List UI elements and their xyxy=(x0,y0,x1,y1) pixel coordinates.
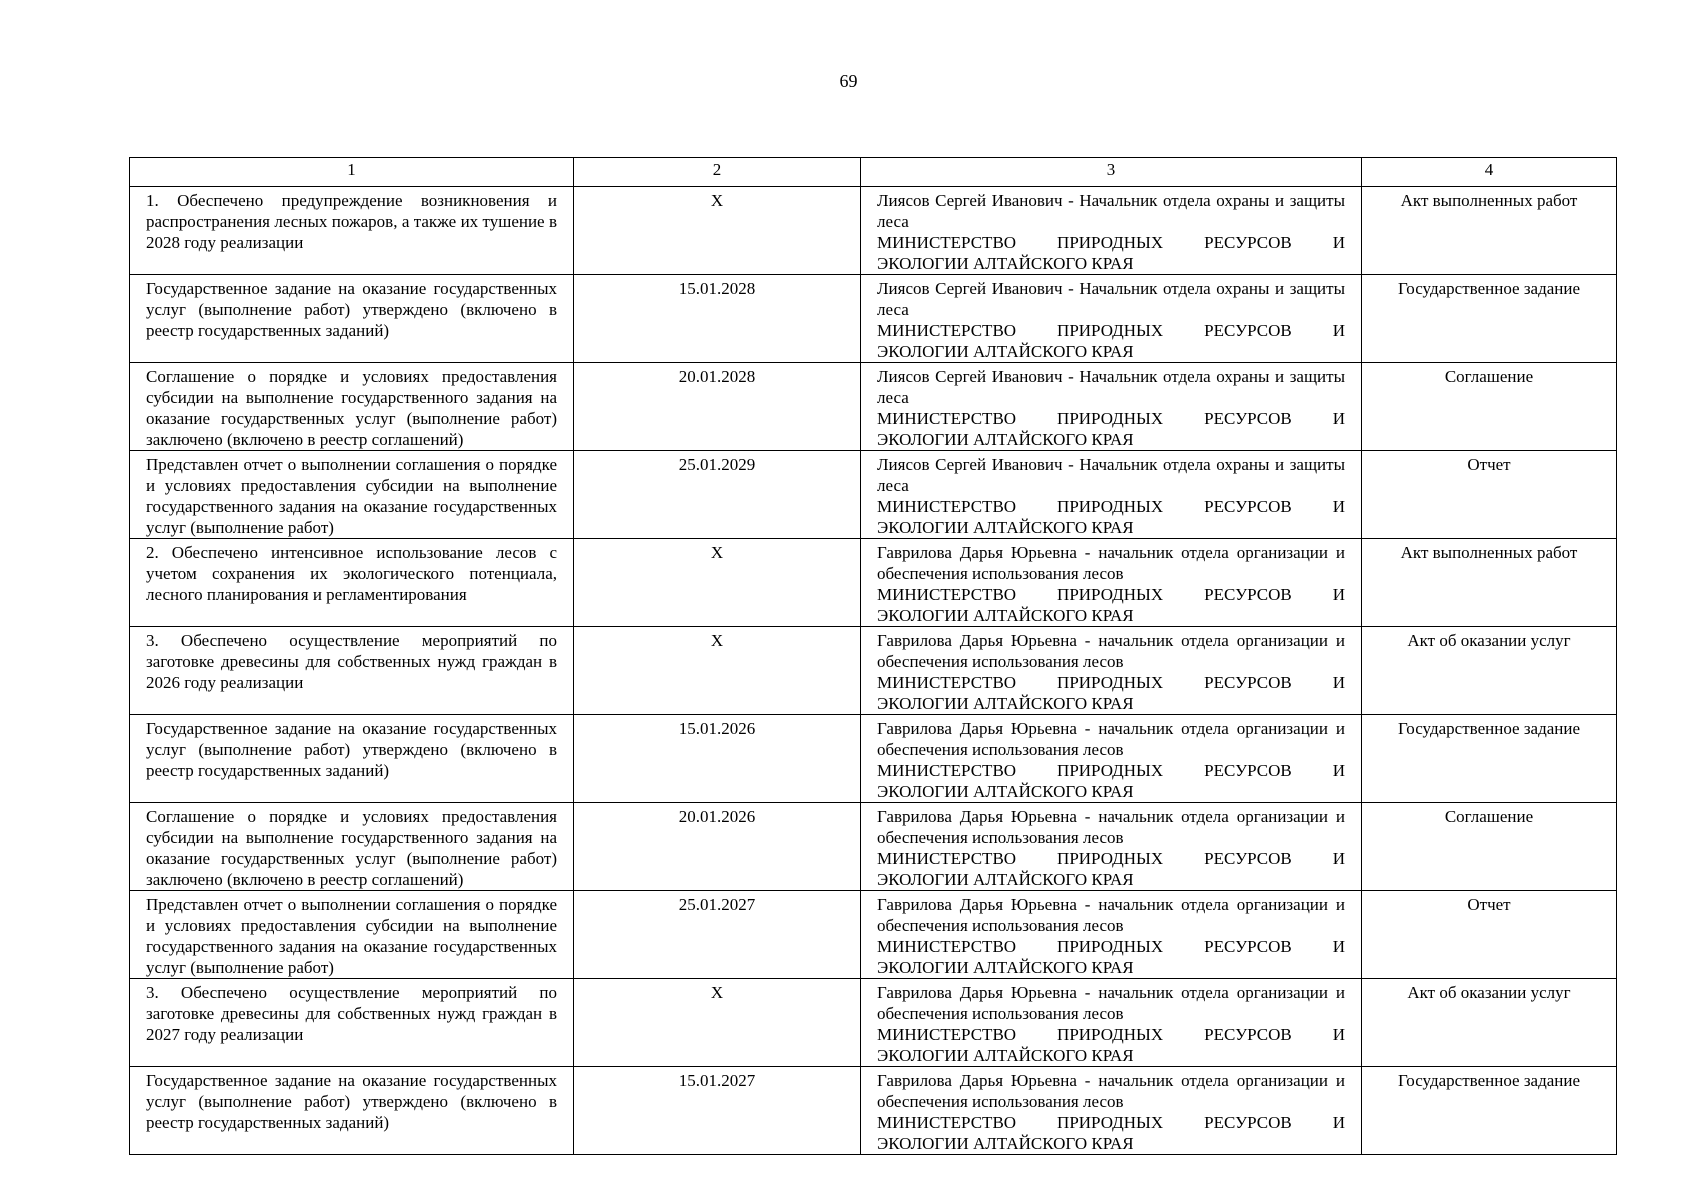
document-cell: Соглашение xyxy=(1362,803,1617,891)
date-cell: X xyxy=(574,187,861,275)
organization-line-2: ЭКОЛОГИИ АЛТАЙСКОГО КРАЯ xyxy=(877,518,1134,537)
document-cell: Государственное задание xyxy=(1362,1067,1617,1155)
event-cell: 3. Обеспечено осуществление мероприятий по заготовке древесины для собственных нужд граждан в 2026 году реализации xyxy=(130,627,574,715)
column-header: 3 xyxy=(861,158,1362,187)
responsible-cell xyxy=(861,363,1362,451)
date-cell: X xyxy=(574,539,861,627)
date-cell: 25.01.2027 xyxy=(574,891,861,979)
table-row xyxy=(130,891,1617,979)
organization-line-2: ЭКОЛОГИИ АЛТАЙСКОГО КРАЯ xyxy=(877,606,1134,625)
organization-line-2: ЭКОЛОГИИ АЛТАЙСКОГО КРАЯ xyxy=(877,1046,1134,1065)
event-cell: 1. Обеспечено предупреждение возникновения и распространения лесных пожаров, а также их тушение в 2028 году реализации xyxy=(130,187,574,275)
document-cell: Соглашение xyxy=(1362,363,1617,451)
date-cell: 20.01.2028 xyxy=(574,363,861,451)
organization-line-1: МИНИСТЕРСТВО ПРИРОДНЫХ РЕСУРСОВ И xyxy=(877,233,1345,252)
responsible-organization xyxy=(877,496,1345,538)
organization-line-2: ЭКОЛОГИИ АЛТАЙСКОГО КРАЯ xyxy=(877,430,1134,449)
organization-line-1: МИНИСТЕРСТВО ПРИРОДНЫХ РЕСУРСОВ И xyxy=(877,1025,1345,1044)
document-cell: Акт выполненных работ xyxy=(1362,539,1617,627)
organization-line-1: МИНИСТЕРСТВО ПРИРОДНЫХ РЕСУРСОВ И xyxy=(877,673,1345,692)
responsible-organization xyxy=(877,320,1345,362)
table-row xyxy=(130,363,1617,451)
organization-line-1: МИНИСТЕРСТВО ПРИРОДНЫХ РЕСУРСОВ И xyxy=(877,1113,1345,1132)
document-cell: Акт об оказании услуг xyxy=(1362,979,1617,1067)
responsible-organization xyxy=(877,672,1345,714)
document-cell: Акт об оказании услуг xyxy=(1362,627,1617,715)
responsible-cell xyxy=(861,187,1362,275)
date-cell: X xyxy=(574,979,861,1067)
date-cell: 25.01.2029 xyxy=(574,451,861,539)
document-cell: Акт выполненных работ xyxy=(1362,187,1617,275)
responsible-person: Гаврилова Дарья Юрьевна - начальник отдела организации и обеспечения использования лесов xyxy=(877,1071,1345,1111)
responsible-organization xyxy=(877,232,1345,274)
organization-line-1: МИНИСТЕРСТВО ПРИРОДНЫХ РЕСУРСОВ И xyxy=(877,585,1345,604)
date-cell: X xyxy=(574,627,861,715)
organization-line-1: МИНИСТЕРСТВО ПРИРОДНЫХ РЕСУРСОВ И xyxy=(877,497,1345,516)
organization-line-2: ЭКОЛОГИИ АЛТАЙСКОГО КРАЯ xyxy=(877,1134,1134,1153)
event-cell: Государственное задание на оказание государственных услуг (выполнение работ) утверждено (включено в реестр государственных заданий) xyxy=(130,715,574,803)
responsible-organization xyxy=(877,936,1345,978)
organization-line-1: МИНИСТЕРСТВО ПРИРОДНЫХ РЕСУРСОВ И xyxy=(877,849,1345,868)
event-cell: Соглашение о порядке и условиях предоставления субсидии на выполнение государственного задания на оказание государственных услуг (выполнение работ) заключено (включено в реестр соглашений) xyxy=(130,363,574,451)
organization-line-2: ЭКОЛОГИИ АЛТАЙСКОГО КРАЯ xyxy=(877,254,1134,273)
event-cell: 3. Обеспечено осуществление мероприятий по заготовке древесины для собственных нужд граждан в 2027 году реализации xyxy=(130,979,574,1067)
responsible-cell xyxy=(861,803,1362,891)
responsible-person: Лиясов Сергей Иванович - Начальник отдела охраны и защиты леса xyxy=(877,455,1345,495)
table-row xyxy=(130,451,1617,539)
responsible-person: Лиясов Сергей Иванович - Начальник отдела охраны и защиты леса xyxy=(877,367,1345,407)
column-header: 4 xyxy=(1362,158,1617,187)
document-cell: Государственное задание xyxy=(1362,715,1617,803)
date-cell: 15.01.2028 xyxy=(574,275,861,363)
table-row xyxy=(130,803,1617,891)
event-cell: 2. Обеспечено интенсивное использование лесов с учетом сохранения их экологического потенциала, лесного планирования и регламентирования xyxy=(130,539,574,627)
responsible-organization xyxy=(877,1112,1345,1154)
responsible-organization xyxy=(877,760,1345,802)
event-cell: Государственное задание на оказание государственных услуг (выполнение работ) утверждено (включено в реестр государственных заданий) xyxy=(130,1067,574,1155)
event-cell: Соглашение о порядке и условиях предоставления субсидии на выполнение государственного задания на оказание государственных услуг (выполнение работ) заключено (включено в реестр соглашений) xyxy=(130,803,574,891)
responsible-person: Гаврилова Дарья Юрьевна - начальник отдела организации и обеспечения использования лесов xyxy=(877,895,1345,935)
responsible-cell xyxy=(861,715,1362,803)
responsible-person: Лиясов Сергей Иванович - Начальник отдела охраны и защиты леса xyxy=(877,191,1345,231)
table-row xyxy=(130,979,1617,1067)
event-cell: Представлен отчет о выполнении соглашения о порядке и условиях предоставления субсидии на выполнение государственного задания на оказание государственных услуг (выполнение работ) xyxy=(130,891,574,979)
organization-line-2: ЭКОЛОГИИ АЛТАЙСКОГО КРАЯ xyxy=(877,870,1134,889)
responsible-person: Гаврилова Дарья Юрьевна - начальник отдела организации и обеспечения использования лесов xyxy=(877,543,1345,583)
responsible-cell xyxy=(861,539,1362,627)
responsible-person: Гаврилова Дарья Юрьевна - начальник отдела организации и обеспечения использования лесов xyxy=(877,807,1345,847)
table-row xyxy=(130,275,1617,363)
organization-line-2: ЭКОЛОГИИ АЛТАЙСКОГО КРАЯ xyxy=(877,782,1134,801)
date-cell: 20.01.2026 xyxy=(574,803,861,891)
document-cell: Отчет xyxy=(1362,891,1617,979)
table-row xyxy=(130,1067,1617,1155)
event-cell: Представлен отчет о выполнении соглашения о порядке и условиях предоставления субсидии на выполнение государственного задания на оказание государственных услуг (выполнение работ) xyxy=(130,451,574,539)
table-row xyxy=(130,627,1617,715)
date-cell: 15.01.2027 xyxy=(574,1067,861,1155)
organization-line-2: ЭКОЛОГИИ АЛТАЙСКОГО КРАЯ xyxy=(877,958,1134,977)
organization-line-1: МИНИСТЕРСТВО ПРИРОДНЫХ РЕСУРСОВ И xyxy=(877,937,1345,956)
responsible-cell xyxy=(861,275,1362,363)
organization-line-1: МИНИСТЕРСТВО ПРИРОДНЫХ РЕСУРСОВ И xyxy=(877,321,1345,340)
organization-line-2: ЭКОЛОГИИ АЛТАЙСКОГО КРАЯ xyxy=(877,342,1134,361)
organization-line-2: ЭКОЛОГИИ АЛТАЙСКОГО КРАЯ xyxy=(877,694,1134,713)
responsible-organization xyxy=(877,408,1345,450)
page-number: 69 xyxy=(839,71,858,91)
responsible-cell xyxy=(861,627,1362,715)
responsible-organization xyxy=(877,1024,1345,1066)
event-cell: Государственное задание на оказание государственных услуг (выполнение работ) утверждено (включено в реестр государственных заданий) xyxy=(130,275,574,363)
responsible-person: Гаврилова Дарья Юрьевна - начальник отдела организации и обеспечения использования лесов xyxy=(877,631,1345,671)
document-cell: Отчет xyxy=(1362,451,1617,539)
responsible-person: Лиясов Сергей Иванович - Начальник отдела охраны и защиты леса xyxy=(877,279,1345,319)
table-row xyxy=(130,539,1617,627)
column-header: 2 xyxy=(574,158,861,187)
responsible-person: Гаврилова Дарья Юрьевна - начальник отдела организации и обеспечения использования лесов xyxy=(877,983,1345,1023)
responsible-person: Гаврилова Дарья Юрьевна - начальник отдела организации и обеспечения использования лесов xyxy=(877,719,1345,759)
table-row xyxy=(130,187,1617,275)
responsible-cell xyxy=(861,979,1362,1067)
organization-line-1: МИНИСТЕРСТВО ПРИРОДНЫХ РЕСУРСОВ И xyxy=(877,409,1345,428)
responsible-cell xyxy=(861,891,1362,979)
responsible-cell xyxy=(861,451,1362,539)
date-cell: 15.01.2026 xyxy=(574,715,861,803)
plan-table xyxy=(129,157,1617,1155)
table-header-row xyxy=(130,158,1617,187)
column-header: 1 xyxy=(130,158,574,187)
organization-line-1: МИНИСТЕРСТВО ПРИРОДНЫХ РЕСУРСОВ И xyxy=(877,761,1345,780)
table-row xyxy=(130,715,1617,803)
responsible-organization xyxy=(877,848,1345,890)
responsible-cell xyxy=(861,1067,1362,1155)
responsible-organization xyxy=(877,584,1345,626)
document-cell: Государственное задание xyxy=(1362,275,1617,363)
